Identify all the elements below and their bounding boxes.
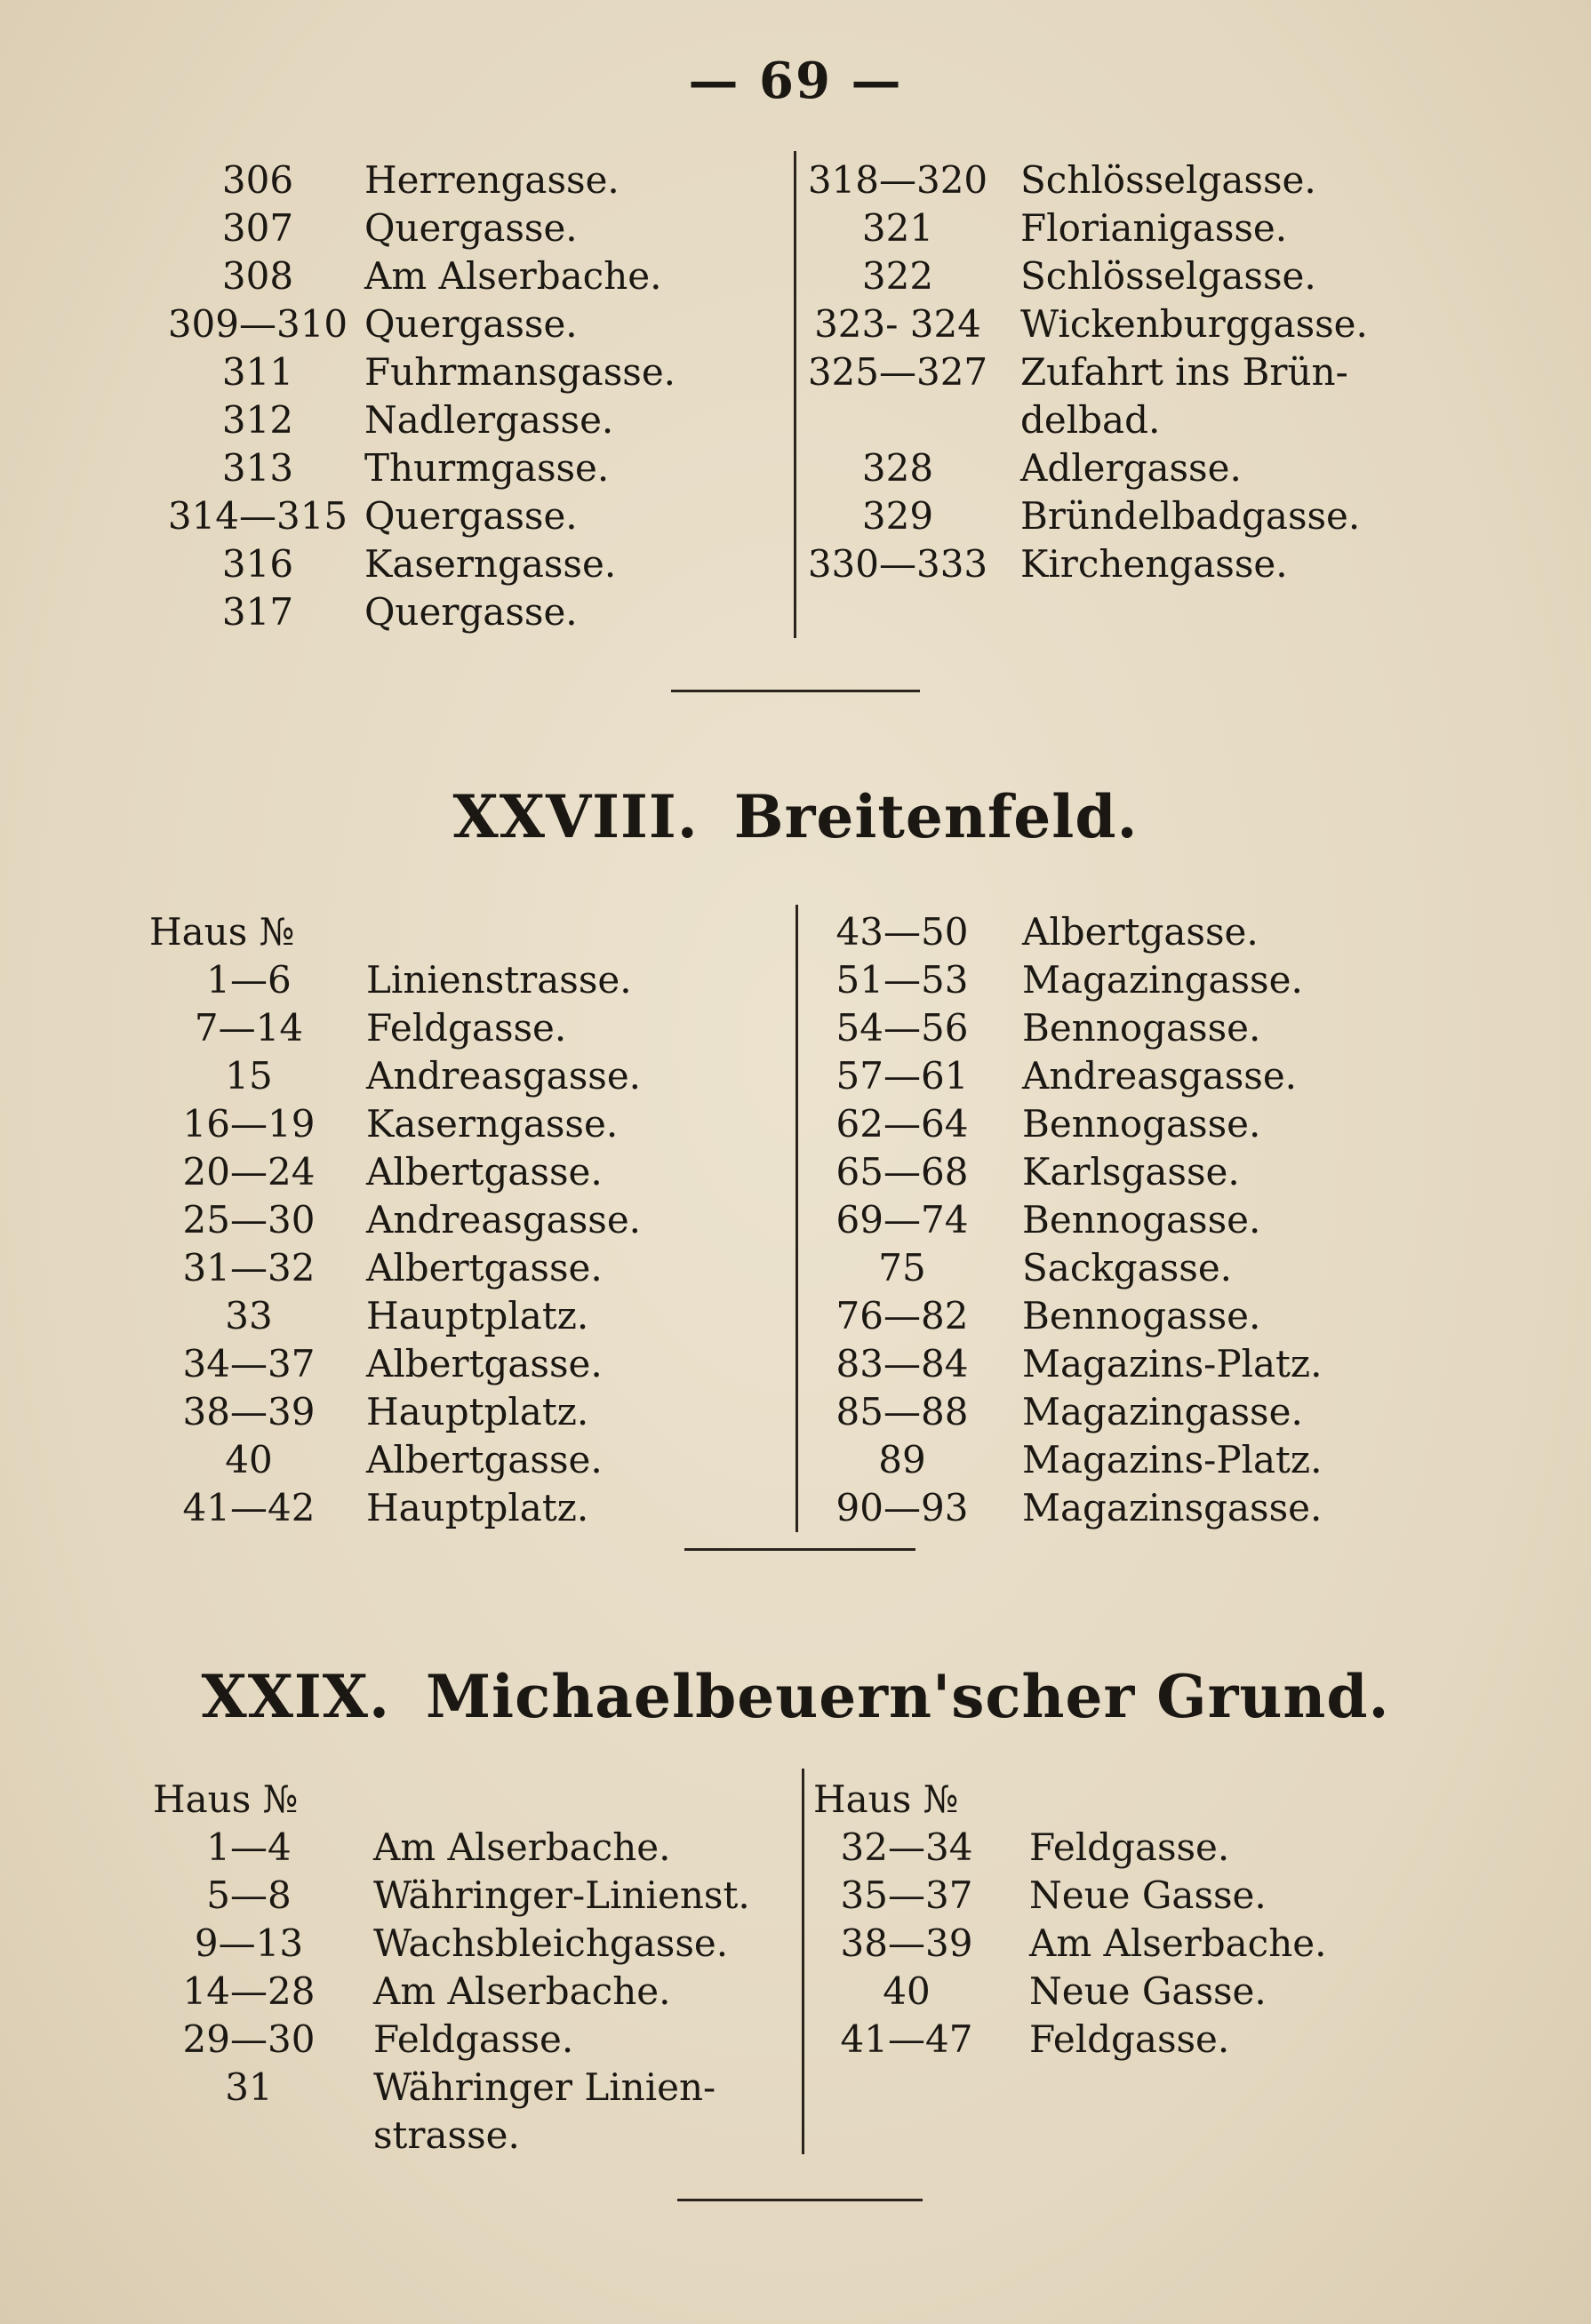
- house-number-range: 307: [221, 206, 294, 250]
- house-number-range: 75: [878, 1246, 926, 1290]
- house-number-range: 316: [221, 542, 294, 586]
- street-name: Adlergasse.: [1020, 446, 1242, 490]
- house-number-range: 311: [221, 350, 294, 394]
- street-list-continuation: [0, 0, 1591, 675]
- street-name: Hauptplatz.: [366, 1486, 589, 1529]
- house-number-range: 325—327: [807, 350, 988, 394]
- house-number-range: 40: [883, 1969, 931, 2013]
- house-number-range: 318—320: [807, 158, 988, 202]
- house-number-range: 20—24: [182, 1150, 316, 1194]
- list-item: [0, 1004, 1591, 1052]
- list-item: [0, 1920, 1591, 1968]
- house-number-range: 54—56: [835, 1006, 969, 1050]
- street-name: Andreasgasse.: [1022, 1054, 1298, 1098]
- section-separator-rule: [677, 2199, 923, 2201]
- street-name: Karlsgasse.: [1022, 1150, 1240, 1194]
- street-name: Bennogasse.: [1022, 1198, 1261, 1242]
- street-name: Nadlergasse.: [364, 398, 614, 442]
- street-name: Albertgasse.: [366, 1342, 603, 1386]
- street-name: Feldgasse.: [1029, 2017, 1230, 2061]
- list-item: [0, 1340, 1591, 1388]
- street-name: Hauptplatz.: [366, 1390, 589, 1434]
- street-name: Währinger-Linienst.: [373, 1873, 750, 1917]
- house-number-range: 308: [221, 254, 294, 298]
- house-number-range: 306: [221, 158, 294, 202]
- street-name: Wachsbleichgasse.: [373, 1921, 729, 1965]
- list-item: [0, 204, 1591, 252]
- house-number-range: 312: [221, 398, 294, 442]
- house-number-range: 83—84: [835, 1342, 969, 1386]
- haus-number-label: Haus №: [153, 1777, 299, 1821]
- house-number-range: 65—68: [835, 1150, 969, 1194]
- house-number-range: 322: [861, 254, 934, 298]
- house-number-range: 57—61: [835, 1054, 969, 1098]
- house-number-range: 14—28: [182, 1969, 316, 2013]
- house-number-range: 309—310: [167, 302, 348, 346]
- list-item: [0, 1244, 1591, 1292]
- street-name: Linienstrasse.: [366, 958, 632, 1002]
- street-name: Zufahrt ins Brün-: [1020, 350, 1348, 394]
- list-item: [0, 1872, 1591, 1920]
- section-roman-numeral: XXIX.: [201, 1662, 390, 1731]
- house-number-range: 9—13: [194, 1921, 304, 1965]
- street-name: Magazinsgasse.: [1022, 1486, 1323, 1529]
- house-number-range: 25—30: [182, 1198, 316, 1242]
- street-name: Neue Gasse.: [1029, 1969, 1267, 2013]
- house-number-range: 32—34: [840, 1825, 973, 1869]
- street-name: Währinger Linien-: [373, 2065, 716, 2109]
- house-number-range: 90—93: [835, 1486, 969, 1529]
- house-number-range: 321: [861, 206, 934, 250]
- street-name: Thurmgasse.: [364, 446, 610, 490]
- house-number-range: 43—50: [835, 910, 969, 954]
- house-number-range: 85—88: [835, 1390, 969, 1434]
- house-number-range: 29—30: [182, 2017, 316, 2061]
- list-item: [0, 1436, 1591, 1484]
- list-item: [0, 1196, 1591, 1244]
- street-name: strasse.: [373, 2113, 520, 2157]
- house-number-range: 34—37: [182, 1342, 316, 1386]
- house-number-range: 35—37: [840, 1873, 973, 1917]
- street-name: Quergasse.: [364, 494, 578, 538]
- section-separator-rule: [684, 1548, 915, 1551]
- street-name: Am Alserbache.: [373, 1969, 671, 2013]
- list-item: [0, 1148, 1591, 1196]
- page-number: — 69 —: [688, 52, 903, 110]
- house-number-range: 41—47: [840, 2017, 973, 2061]
- section-name: Breitenfeld.: [733, 782, 1139, 851]
- street-name: Magazins-Platz.: [1022, 1342, 1323, 1386]
- list-item: [0, 1824, 1591, 1872]
- street-name: Quergasse.: [364, 206, 578, 250]
- section-name: Michaelbeuern'scher Grund.: [425, 1662, 1390, 1731]
- house-number-range: 1—4: [206, 1825, 292, 1869]
- house-number-range: 31—32: [182, 1246, 316, 1290]
- street-name: Albertgasse.: [366, 1246, 603, 1290]
- street-name: Quergasse.: [364, 590, 578, 634]
- house-number-range: 317: [221, 590, 294, 634]
- house-number-range: 33: [225, 1294, 273, 1338]
- house-number-range: 330—333: [807, 542, 988, 586]
- list-item: [0, 956, 1591, 1004]
- list-item: [0, 492, 1591, 540]
- house-number-range: 31: [225, 2065, 273, 2109]
- section-heading-michaelbeuern: [0, 1662, 1591, 1731]
- street-name: Wickenburggasse.: [1020, 302, 1368, 346]
- street-name: Sackgasse.: [1022, 1246, 1233, 1290]
- street-name: Florianigasse.: [1020, 206, 1288, 250]
- house-number-range: 40: [225, 1438, 273, 1481]
- section-heading-breitenfeld: [0, 782, 1591, 851]
- house-number-range: 328: [861, 446, 934, 490]
- list-item: [0, 444, 1591, 492]
- house-number-range: 38—39: [840, 1921, 973, 1965]
- list-item: [0, 1968, 1591, 2016]
- street-name: Kaserngasse.: [364, 542, 617, 586]
- haus-number-label: Haus №: [813, 1777, 959, 1821]
- house-number-range: 323- 324: [814, 302, 981, 346]
- house-number-range: 5—8: [206, 1873, 292, 1917]
- list-item: [0, 1388, 1591, 1436]
- street-name: Schlösselgasse.: [1020, 254, 1316, 298]
- list-item: [0, 348, 1591, 396]
- house-number-range: 89: [878, 1438, 926, 1481]
- house-number-range: 62—64: [835, 1102, 969, 1146]
- house-number-range: 51—53: [835, 958, 969, 1002]
- house-number-range: 15: [225, 1054, 273, 1098]
- haus-number-label: Haus №: [149, 910, 295, 954]
- street-name: Feldgasse.: [373, 2017, 574, 2061]
- section-separator-rule: [671, 690, 920, 692]
- house-number-range: 76—82: [835, 1294, 969, 1338]
- street-name: Bennogasse.: [1022, 1102, 1261, 1146]
- list-item: [0, 300, 1591, 348]
- street-name: Albertgasse.: [1022, 910, 1259, 954]
- list-item: [0, 252, 1591, 300]
- street-name: Magazingasse.: [1022, 1390, 1303, 1434]
- house-number-range: 1—6: [206, 958, 292, 1002]
- street-name: Quergasse.: [364, 302, 578, 346]
- street-name: Hauptplatz.: [366, 1294, 589, 1338]
- house-number-range: 16—19: [182, 1102, 316, 1146]
- list-item: [0, 1052, 1591, 1100]
- street-name: Feldgasse.: [1029, 1825, 1230, 1869]
- street-name: Bennogasse.: [1022, 1006, 1261, 1050]
- street-name: Schlösselgasse.: [1020, 158, 1316, 202]
- street-name: Albertgasse.: [366, 1438, 603, 1481]
- street-name: Fuhrmansgasse.: [364, 350, 676, 394]
- house-number-range: 314—315: [167, 494, 348, 538]
- house-number-range: 313: [221, 446, 294, 490]
- list-item: [0, 540, 1591, 588]
- house-number-range: 7—14: [194, 1006, 304, 1050]
- street-name: Kirchengasse.: [1020, 542, 1288, 586]
- list-item: [0, 1292, 1591, 1340]
- list-item: [0, 2112, 1591, 2160]
- street-name: delbad.: [1020, 398, 1161, 442]
- list-item: [0, 1100, 1591, 1148]
- list-item: [0, 2064, 1591, 2112]
- street-name: Neue Gasse.: [1029, 1873, 1267, 1917]
- house-number-range: 41—42: [182, 1486, 316, 1529]
- section-roman-numeral: XXVIII.: [452, 782, 699, 851]
- street-name: Am Alserbache.: [373, 1825, 671, 1869]
- list-item: [0, 156, 1591, 204]
- list-item: [0, 396, 1591, 444]
- list-item: [0, 908, 1591, 956]
- street-name: Herrengasse.: [364, 158, 620, 202]
- street-name: Kaserngasse.: [366, 1102, 619, 1146]
- street-name: Magazingasse.: [1022, 958, 1303, 1002]
- street-name: Andreasgasse.: [366, 1054, 642, 1098]
- list-item: [0, 1484, 1591, 1532]
- house-number-range: 69—74: [835, 1198, 969, 1242]
- street-name: Am Alserbache.: [364, 254, 662, 298]
- street-name: Albertgasse.: [366, 1150, 603, 1194]
- street-name: Bennogasse.: [1022, 1294, 1261, 1338]
- street-name: Feldgasse.: [366, 1006, 567, 1050]
- street-name: Bründelbadgasse.: [1020, 494, 1361, 538]
- house-number-range: 38—39: [182, 1390, 316, 1434]
- street-name: Am Alserbache.: [1029, 1921, 1327, 1965]
- list-item: [0, 2016, 1591, 2064]
- house-number-range: 329: [861, 494, 934, 538]
- street-name: Magazins-Platz.: [1022, 1438, 1323, 1481]
- street-name: Andreasgasse.: [366, 1198, 642, 1242]
